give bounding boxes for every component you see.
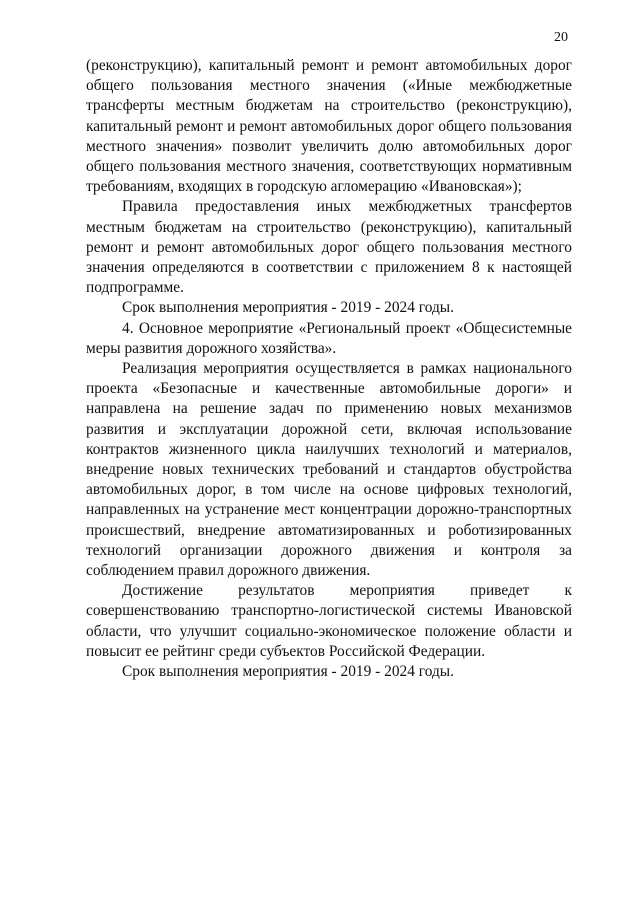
paragraph-implementation: Реализация мероприятия осуществляется в рамках национального проекта «Безопасные и качественные автомобильные дороги» и направлена на решение задач по применению новых механизмов развития и эксплуатации дорожной сети, включая использование контрактов жизненного цикла наилучших технологий и материалов, внедрение новых технических требований и стандартов обустройства автомобильных дорог, в том числе на основе цифровых технологий, направленных на устранение мест концентрации дорожно-транспортных происшествий, внедрение автоматизированных и роботизированных технологий организации дорожного движения и контроля за соблюдением правил дорожного движения. (86, 360, 572, 580)
paragraph-deadline-1: Срок выполнения мероприятия - 2019 - 2024 годы. (122, 299, 454, 317)
document-body (86, 56, 572, 682)
page-number: 20 (554, 30, 568, 45)
paragraph-deadline-2: Срок выполнения мероприятия - 2019 - 2024 годы. (122, 663, 454, 681)
paragraph-rules: Правила предоставления иных межбюджетных трансфертов местным бюджетам на строительство (реконструкцию), капитальный ремонт и ремонт автомобильных дорог общего пользования местного значения определяются в соответствии с приложением 8 к настоящей подпрограмме. (86, 198, 572, 297)
paragraph-continuation: (реконструкцию), капитальный ремонт и ремонт автомобильных дорог общего пользования местного значения («Иные межбюджетные трансферты местным бюджетам на строительство (реконструкцию), капитальный ремонт и ремонт автомобильных дорог общего пользования местного значения» позволит увеличить долю автомобильных дорог общего пользования местного значения, соответствующих нормативным требованиям, входящих в городскую агломерацию «Ивановская»); (86, 57, 572, 196)
paragraph-results: Достижение результатов мероприятия приведет к совершенствованию транспортно-логистической системы Ивановской области, что улучшит социально-экономическое положение области и повысит ее рейтинг среди субъектов Российской Федерации. (86, 582, 572, 660)
paragraph-main-activity-4: 4. Основное мероприятие «Региональный проект «Общесистемные меры развития дорожного хозяйства». (86, 319, 572, 357)
